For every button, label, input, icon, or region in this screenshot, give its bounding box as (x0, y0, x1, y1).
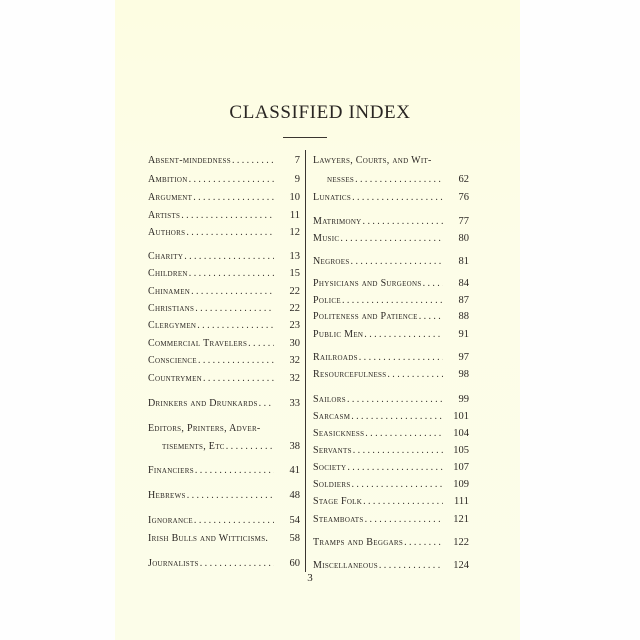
index-entry: Ambition ..... 9 (148, 173, 300, 187)
leader-dots (193, 514, 274, 528)
index-entry: Police ..... 87 (313, 294, 469, 308)
leader-dots (350, 255, 443, 269)
index-entry: Lawyers, Courts, and Wit- (313, 155, 432, 166)
index-entry: Music ..... 80 (313, 232, 469, 246)
leader-dots (186, 489, 274, 503)
leader-dots (180, 209, 274, 223)
leader-dots (196, 319, 274, 333)
index-entry: Argument ..... 10 (148, 191, 300, 205)
leader-dots (351, 191, 443, 205)
index-entry: Miscellaneous ..... 124 (313, 559, 469, 573)
index-entry: Absent-mindedness ..... 7 (148, 154, 300, 168)
title-rule (283, 137, 327, 138)
index-entry: Financiers ..... 41 (148, 464, 300, 478)
index-entry: Sailors ..... 99 (313, 393, 469, 407)
leader-dots (190, 285, 274, 299)
leader-dots (188, 267, 274, 281)
index-entry: Commercial Travelers ..... 30 (148, 337, 300, 351)
index-entry: Irish Bulls and Witticisms. 58 (148, 533, 300, 544)
index-entry: Resourcefulness ..... 98 (313, 368, 469, 382)
leader-dots (202, 372, 274, 386)
leader-dots (422, 277, 443, 291)
leader-dots (350, 410, 443, 424)
index-entry: Tramps and Beggars ..... 122 (313, 536, 469, 550)
leader-dots (363, 328, 443, 342)
page-title: CLASSIFIED INDEX (229, 102, 411, 123)
leader-dots (346, 393, 443, 407)
leader-dots (364, 513, 443, 527)
leader-dots (362, 215, 443, 229)
leader-dots (358, 351, 443, 365)
leader-dots (192, 191, 274, 205)
leader-dots (403, 536, 443, 550)
leader-dots (258, 397, 274, 411)
leader-dots (185, 226, 274, 240)
index-entry: Society ..... 107 (313, 461, 469, 475)
index-entry: Chinamen ..... 22 (148, 285, 300, 299)
index-entry: Christians ..... 22 (148, 302, 300, 316)
index-entry: Sarcasm ..... 101 (313, 410, 469, 424)
index-entry: Hebrews ..... 48 (148, 489, 300, 503)
index-entry-continuation: tisements, Etc ..... 38 (162, 440, 300, 454)
leader-dots (341, 294, 443, 308)
index-entry: Negroes ..... 81 (313, 255, 469, 269)
leader-dots (386, 368, 443, 382)
index-entry: Soldiers ..... 109 (313, 478, 469, 492)
index-entry: Politeness and Patience ..... 88 (313, 310, 469, 324)
leader-dots (362, 495, 443, 509)
index-entry: Seasickness ..... 104 (313, 427, 469, 441)
index-entry: Physicians and Surgeons ..... 84 (313, 277, 469, 291)
leader-dots (364, 427, 443, 441)
index-entry: Charity ..... 13 (148, 250, 300, 264)
index-entry: Journalists ..... 60 (148, 557, 300, 571)
leader-dots (346, 461, 443, 475)
index-entry-continuation: nesses ..... 62 (327, 173, 469, 187)
index-entry: Conscience ..... 32 (148, 354, 300, 368)
index-entry: Drinkers and Drunkards ..... 33 (148, 397, 300, 411)
index-entry: Ignorance ..... 54 (148, 514, 300, 528)
index-entry: Steamboats ..... 121 (313, 513, 469, 527)
leader-dots (352, 444, 443, 458)
index-entry: Countrymen ..... 32 (148, 372, 300, 386)
column-divider (305, 150, 306, 572)
index-entry: Matrimony ..... 77 (313, 215, 469, 229)
leader-dots (194, 464, 274, 478)
leader-dots (418, 310, 443, 324)
leader-dots (231, 154, 274, 168)
leader-dots (378, 559, 443, 573)
index-entry: Railroads ..... 97 (313, 351, 469, 365)
leader-dots (183, 250, 274, 264)
leader-dots (225, 440, 274, 454)
index-entry: Authors ..... 12 (148, 226, 300, 240)
index-entry: Clergymen ..... 23 (148, 319, 300, 333)
leader-dots (354, 173, 443, 187)
leader-dots (339, 232, 443, 246)
index-entry: Public Men ..... 91 (313, 328, 469, 342)
leader-dots (194, 302, 274, 316)
index-entry: Editors, Printers, Adver- (148, 423, 261, 434)
page-number: 3 (307, 572, 313, 584)
leader-dots (247, 337, 274, 351)
leader-dots (199, 557, 274, 571)
index-entry: Stage Folk ..... 111 (313, 495, 469, 509)
leader-dots (197, 354, 274, 368)
index-entry: Servants ..... 105 (313, 444, 469, 458)
leader-dots (188, 173, 274, 187)
index-entry: Children ..... 15 (148, 267, 300, 281)
index-entry: Artists ..... 11 (148, 209, 300, 223)
index-entry: Lunatics ..... 76 (313, 191, 469, 205)
leader-dots (351, 478, 443, 492)
